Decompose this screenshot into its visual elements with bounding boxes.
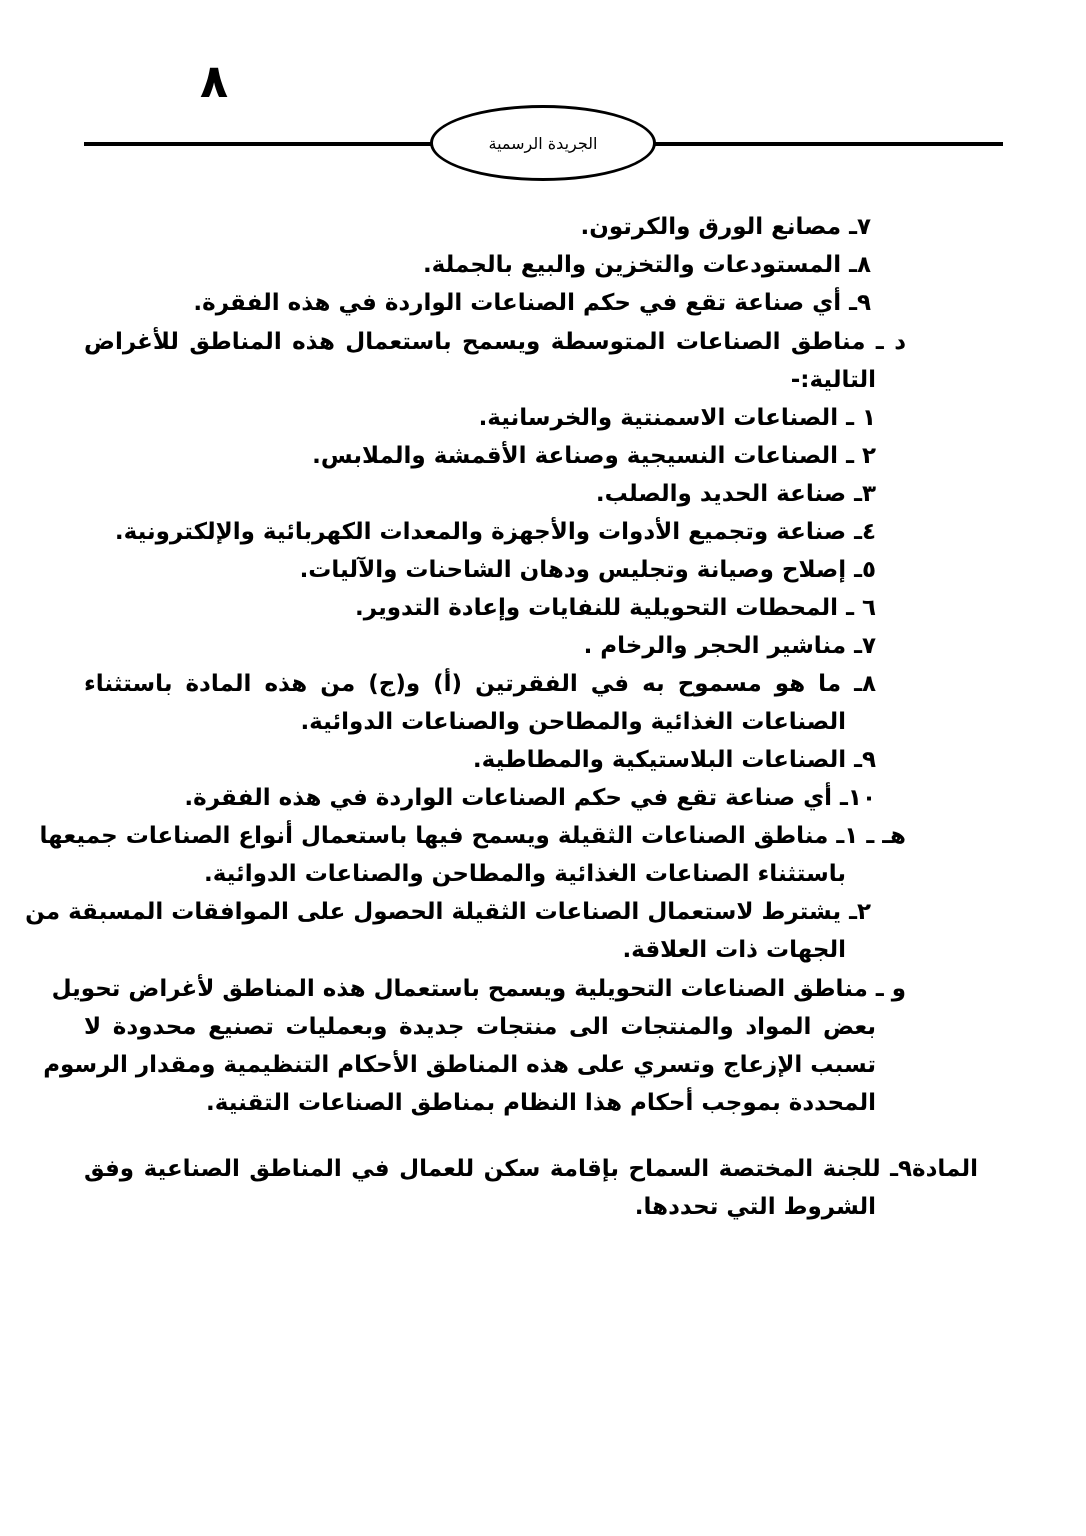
text-line: الجهات ذات العلاقة. [622, 937, 846, 963]
text-line: المحددة بموجب أحكام هذا النظام بمناطق الصناعات التقنية. [206, 1090, 876, 1116]
publication-oval [430, 105, 656, 181]
text-line: ٣ـ صناعة الحديد والصلب. [595, 481, 876, 507]
text-line: ٧ـ مصانع الورق والكرتون. [580, 214, 871, 240]
text-line: ٤ـ صناعة وتجميع الأدوات والأجهزة والمعدات الكهربائية والإلكترونية. [114, 519, 876, 545]
text-line: الصناعات الغذائية والمطاحن والصناعات الدوائية. [300, 709, 846, 735]
text-line: باستثناء الصناعات الغذائية والمطاحن والصناعات الدوائية. [203, 861, 846, 887]
text-line: التالية:- [790, 367, 876, 393]
publication-title: الجريدة الرسمية [488, 133, 598, 153]
text-line: ٢ ـ الصناعات النسيجية وصناعة الأقمشة والملابس. [312, 443, 876, 469]
text-line: ٩ـ أي صناعة تقع في حكم الصناعات الواردة في هذه الفقرة. [193, 290, 871, 316]
text-line: ٧ـ مناشير الحجر والرخام . [583, 633, 876, 659]
text-line: هـ ـ ١ـ مناطق الصناعات الثقيلة ويسمح فيها باستعمال أنواع الصناعات جميعها [39, 823, 906, 849]
header-rule-left [84, 142, 439, 146]
text-line: ١ ـ الصناعات الاسمنتية والخرسانية. [478, 405, 876, 431]
text-line: ٨ـ ما هو مسموح به في الفقرتين (أ) و(ج) من هذه المادة باستثناء [84, 671, 876, 697]
text-line: ١٠ـ أي صناعة تقع في حكم الصناعات الواردة في هذه الفقرة. [184, 785, 876, 811]
text-line: د ـ مناطق الصناعات المتوسطة ويسمح باستعمال هذه المناطق للأغراض [84, 329, 906, 355]
text-line: ٢ـ يشترط لاستعمال الصناعات الثقيلة الحصول على الموافقات المسبقة من [25, 899, 871, 925]
header-rule-right [653, 142, 1003, 146]
text-line: المادة٩ـ للجنة المختصة السماح بإقامة سكن للعمال في المناطق الصناعية وفق [84, 1156, 978, 1182]
text-line: بعض المواد والمنتجات الى منتجات جديدة وبعمليات تصنيع محدودة لا [84, 1014, 876, 1040]
text-line: ٨ـ المستودعات والتخزين والبيع بالجملة. [422, 252, 871, 278]
text-line: ٦ ـ المحطات التحويلية للنفايات وإعادة التدوير. [355, 595, 876, 621]
text-line: ٥ـ إصلاح وصيانة وتجليس ودهان الشاحنات والآليات. [299, 557, 876, 583]
text-line: ٩ـ الصناعات البلاستيكية والمطاطية. [472, 747, 876, 773]
text-line: و ـ مناطق الصناعات التحويلية ويسمح باستعمال هذه المناطق لأغراض تحويل [51, 976, 906, 1002]
text-line: تسبب الإزعاج وتسري على هذه المناطق الأحكام التنظيمية ومقدار الرسوم [43, 1052, 876, 1078]
page-number: ٨ [200, 54, 229, 108]
text-line: الشروط التي تحددها. [634, 1194, 876, 1220]
